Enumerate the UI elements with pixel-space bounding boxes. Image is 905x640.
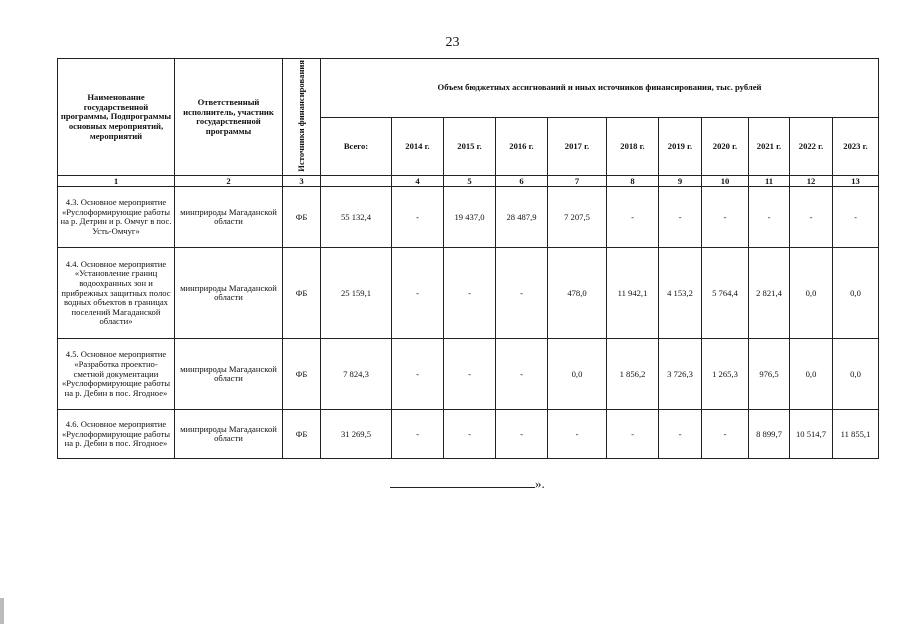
row-year-value: 0,0 [833,339,879,410]
page-number: 23 [445,35,460,50]
row-year-value: 2 821,4 [749,248,790,339]
column-number: 11 [749,176,790,187]
row-year-value: 19 437,0 [444,187,496,248]
column-number: 9 [659,176,702,187]
row-year-value: - [392,248,444,339]
column-number: 4 [392,176,444,187]
header-total: Всего: [321,117,392,176]
column-number: 13 [833,176,879,187]
row-total-cell: 7 824,3 [321,339,392,410]
closing-line-block [390,476,545,492]
table-row [58,410,879,459]
header-year: 2017 г. [548,117,607,176]
column-number: 1 [58,176,175,187]
header-sources-label: Источники финансирования [295,60,306,172]
header-year: 2021 г. [749,117,790,176]
row-year-value: - [444,410,496,459]
row-year-value: - [607,410,659,459]
column-number: 10 [702,176,749,187]
budget-table-wrapper [57,58,879,459]
header-year: 2019 г. [659,117,702,176]
header-name: Наименование государственной программы, Подпрограммы основных мероприятий, мероприятий [58,59,175,176]
row-responsible-cell: минприроды Магаданской области [175,187,283,248]
column-number-empty [321,176,392,187]
row-year-value: - [444,339,496,410]
row-year-value: 1 265,3 [702,339,749,410]
table-row [58,339,879,410]
budget-table [57,58,879,459]
row-year-value: - [392,187,444,248]
margin-mark [0,598,4,624]
row-source-cell: ФБ [283,248,321,339]
header-sources [283,59,321,176]
row-year-value: - [496,410,548,459]
row-name-cell: 4.5. Основное мероприятие «Разработка проектно-сметной документации «Руслоформирующие работы на р. Дебин в пос. Ягодное» [58,339,175,410]
row-year-value: - [790,187,833,248]
row-year-value: - [702,410,749,459]
header-year: 2022 г. [790,117,833,176]
row-year-value: 8 899,7 [749,410,790,459]
header-year: 2015 г. [444,117,496,176]
row-year-value: 0,0 [790,248,833,339]
row-year-value: 11 855,1 [833,410,879,459]
column-number: 6 [496,176,548,187]
header-year: 2020 г. [702,117,749,176]
row-year-value: - [702,187,749,248]
row-year-value: - [548,410,607,459]
row-year-value: 5 764,4 [702,248,749,339]
row-year-value: - [444,248,496,339]
header-year: 2023 г. [833,117,879,176]
row-year-value: 3 726,3 [659,339,702,410]
row-year-value: - [659,187,702,248]
column-number: 8 [607,176,659,187]
row-total-cell: 31 269,5 [321,410,392,459]
row-year-value: 7 207,5 [548,187,607,248]
table-row [58,248,879,339]
row-year-value: 0,0 [790,339,833,410]
row-name-cell: 4.6. Основное мероприятие «Руслоформирующие работы на р. Дебин в пос. Ягодное» [58,410,175,459]
row-year-value: 28 487,9 [496,187,548,248]
row-name-cell: 4.4. Основное мероприятие «Установление границ водоохранных зон и прибрежных защитных полос водных объектов в границах поселений Магаданской области» [58,248,175,339]
row-year-value: 976,5 [749,339,790,410]
row-year-value: - [392,339,444,410]
column-number: 2 [175,176,283,187]
row-year-value: 0,0 [833,248,879,339]
row-year-value: 11 942,1 [607,248,659,339]
row-year-value: - [496,339,548,410]
row-source-cell: ФБ [283,187,321,248]
row-source-cell: ФБ [283,339,321,410]
row-year-value: - [659,410,702,459]
row-total-cell: 55 132,4 [321,187,392,248]
row-year-value: - [749,187,790,248]
row-year-value: 1 856,2 [607,339,659,410]
header-year: 2016 г. [496,117,548,176]
row-year-value: 4 153,2 [659,248,702,339]
row-responsible-cell: минприроды Магаданской области [175,248,283,339]
closing-mark: ». [535,476,545,491]
row-year-value: - [833,187,879,248]
row-year-value: - [496,248,548,339]
table-row [58,187,879,248]
row-total-cell: 25 159,1 [321,248,392,339]
column-number: 5 [444,176,496,187]
row-year-value: 0,0 [548,339,607,410]
signature-line [390,477,535,488]
row-responsible-cell: минприроды Магаданской области [175,410,283,459]
column-number: 12 [790,176,833,187]
header-year: 2014 г. [392,117,444,176]
row-responsible-cell: минприроды Магаданской области [175,339,283,410]
row-year-value: 478,0 [548,248,607,339]
header-year: 2018 г. [607,117,659,176]
column-number: 3 [283,176,321,187]
row-name-cell: 4.3. Основное мероприятие «Руслоформирующие работы на р. Детрин и р. Омчуг в пос. Усть-Омчуг» [58,187,175,248]
row-year-value: - [392,410,444,459]
row-source-cell: ФБ [283,410,321,459]
header-volume: Объем бюджетных ассигнований и иных источников финансирования, тыс. рублей [321,59,879,118]
row-year-value: 10 514,7 [790,410,833,459]
header-responsible: Ответственный исполнитель, участник государственной программы [175,59,283,176]
row-year-value: - [607,187,659,248]
column-number: 7 [548,176,607,187]
